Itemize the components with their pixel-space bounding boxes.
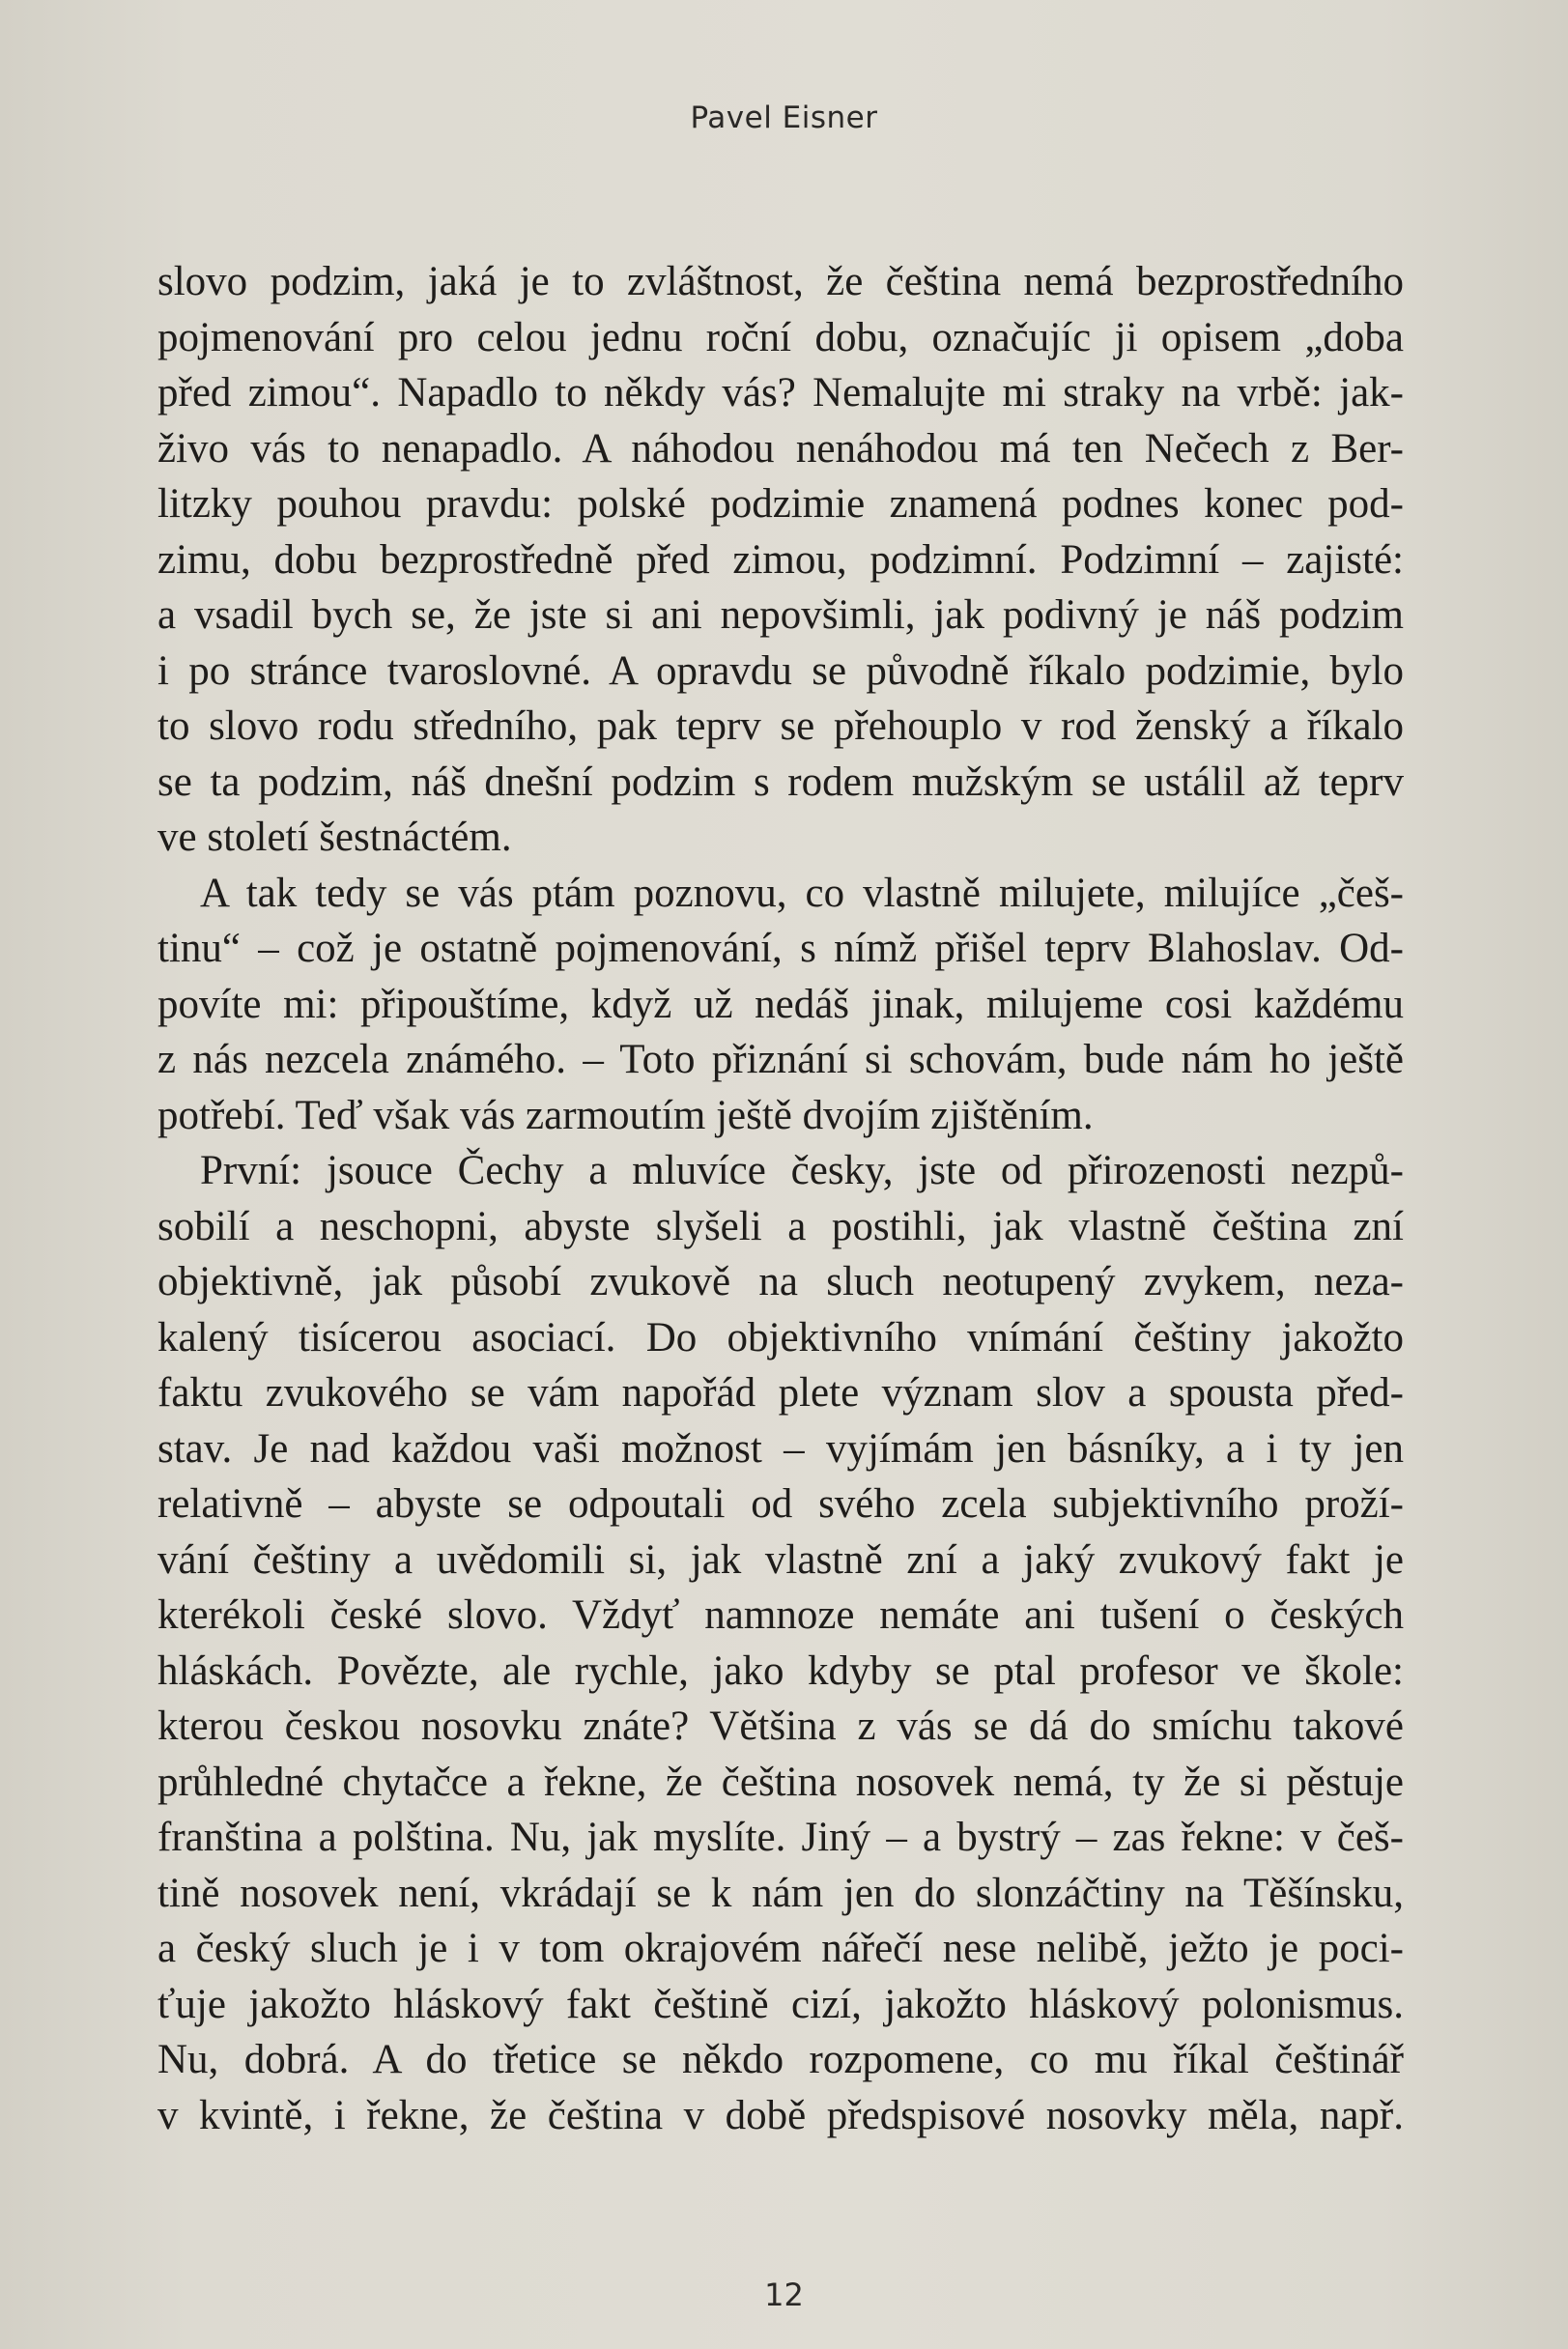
text-line: živo vás to nenapadlo. A náhodou nenáhodou má ten Nečech z Ber-: [157, 425, 1404, 472]
text-line: a vsadil bych se, že jste si ani nepovšimli, jak podivný je náš podzim: [157, 592, 1404, 638]
text-line: i po stránce tvaroslovné. A opravdu se původně říkalo podzimie, bylo: [157, 647, 1404, 694]
text-line: ve století šestnáctém.: [157, 815, 512, 860]
text-line: povíte mi: připouštíme, když už nedáš jinak, milujeme cosi každému: [157, 981, 1404, 1027]
text-line: hláskách. Povězte, ale rychle, jako kdyby se ptal profesor ve škole:: [157, 1647, 1404, 1694]
text-line: tině nosovek není, vkrádají se k nám jen do slonzáčtiny na Těšínsku,: [157, 1870, 1404, 1916]
text-line: kterou českou nosovku znáte? Většina z vás se dá do smíchu takové: [157, 1704, 1404, 1749]
text-line: a český sluch je i v tom okrajovém nářečí nese nelibě, ježto je poci-: [157, 1926, 1404, 1971]
text-line: zimu, dobu bezprostředně před zimou, podzimní. Podzimní – zajisté:: [157, 536, 1404, 583]
text-line: faktu zvukového se vám napořád plete význam slov a spousta před-: [157, 1370, 1404, 1416]
text-line: se ta podzim, náš dnešní podzim s rodem mužským se ustálil až teprv: [157, 759, 1404, 805]
text-line: sobilí a neschopni, abyste slyšeli a postihli, jak vlastně čeština zní: [157, 1203, 1404, 1249]
running-head-author: Pavel Eisner: [690, 100, 878, 135]
page-number: 12: [764, 2277, 804, 2313]
text-line: První: jsouce Čechy a mluvíce česky, jste od přirozenosti nezpů-: [200, 1148, 1404, 1193]
text-line: průhledné chytačce a řekne, že čeština nosovek nemá, ty že si pěstuje: [157, 1759, 1404, 1805]
text-line: to slovo rodu středního, pak teprv se přehouplo v rod ženský a říkalo: [157, 703, 1404, 749]
text-line: Nu, dobrá. A do třetice se někdo rozpomene, co mu říkal češtinář: [157, 2037, 1404, 2082]
text-line: před zimou“. Napadlo to někdy vás? Nemalujte mi straky na vrbě: jak-: [157, 370, 1404, 415]
text-line: relativně – abyste se odpoutali od svého zcela subjektivního proží-: [157, 1481, 1404, 1527]
text-line: tinu“ – což je ostatně pojmenování, s nímž přišel teprv Blahoslav. Od-: [157, 926, 1404, 971]
text-line: potřebí. Teď však vás zarmoutím ještě dvojím zjištěním.: [157, 1092, 1094, 1138]
body-text: [157, 254, 1404, 2143]
text-line: vání češtiny a uvědomili si, jak vlastně zní a jaký zvukový fakt je: [157, 1536, 1404, 1583]
text-line: z nás nezcela známého. – Toto přiznání si schovám, bude nám ho ještě: [157, 1037, 1404, 1082]
text-line: pojmenování pro celou jednu roční dobu, označujíc ji opisem „doba: [157, 314, 1404, 360]
text-line: v kvintě, i řekne, že čeština v době předspisové nosovky měla, např.: [157, 2092, 1404, 2138]
text-line: ťuje jakožto hláskový fakt češtině cizí, jakožto hláskový polonismus.: [157, 1981, 1404, 2027]
text-line: kalený tisícerou asociací. Do objektivního vnímání češtiny jakožto: [157, 1314, 1404, 1361]
text-line: objektivně, jak působí zvukově na sluch neotupený zvykem, neza-: [157, 1259, 1404, 1304]
text-line: A tak tedy se vás ptám poznovu, co vlastně milujete, milujíce „češ-: [200, 870, 1404, 916]
text-line: stav. Je nad každou vaši možnost – vyjímám jen básníky, a i ty jen: [157, 1425, 1404, 1472]
text-line: kterékoli české slovo. Vždyť namnoze nemáte ani tušení o českých: [157, 1592, 1404, 1638]
text-line: franština a polština. Nu, jak myslíte. Jiný – a bystrý – zas řekne: v češ-: [157, 1815, 1404, 1860]
text-line: slovo podzim, jaká je to zvláštnost, že čeština nemá bezprostředního: [157, 259, 1404, 304]
text-line: litzky pouhou pravdu: polské podzimie znamená podnes konec pod-: [157, 481, 1404, 527]
